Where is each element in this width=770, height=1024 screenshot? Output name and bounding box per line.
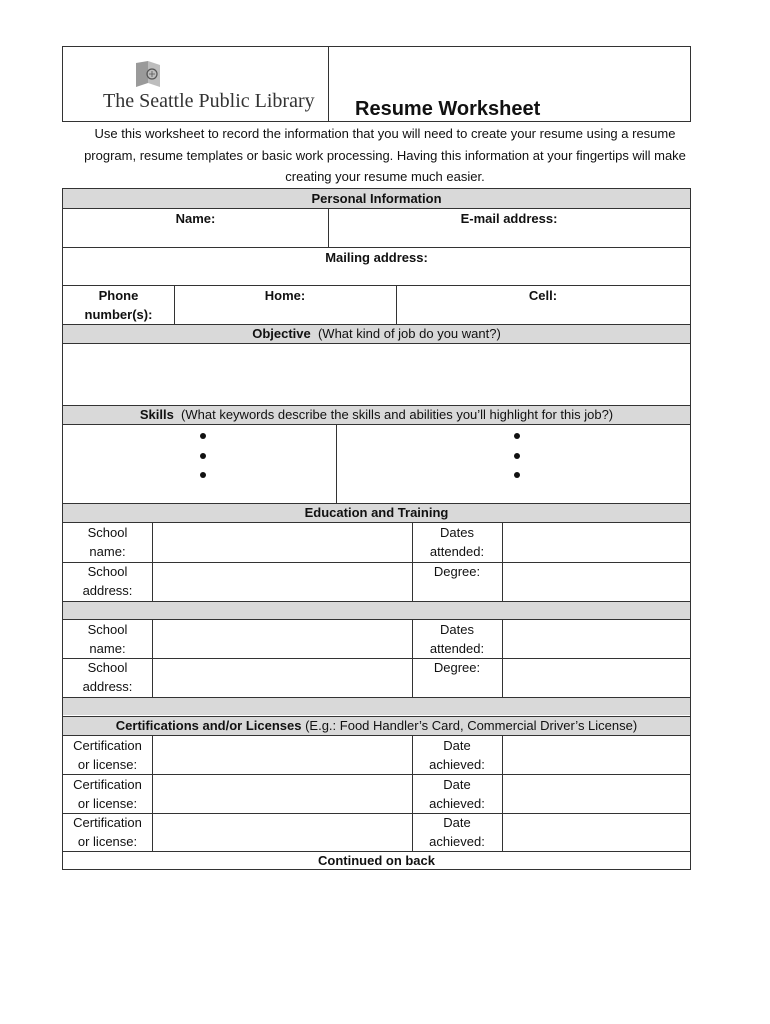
skill-bullet-icon bbox=[200, 433, 206, 439]
education-heading: Education and Training bbox=[304, 505, 449, 520]
col-line bbox=[502, 522, 503, 601]
school-address-label-1b: address: bbox=[82, 583, 133, 598]
degree-label-1: Degree: bbox=[433, 564, 481, 579]
dates-label-2a: Dates bbox=[440, 622, 474, 637]
cert-date-2b: achieved: bbox=[429, 796, 485, 811]
personal-heading: Personal Information bbox=[311, 191, 442, 206]
col-line bbox=[336, 424, 337, 503]
cert-date-3b: achieved: bbox=[429, 834, 485, 849]
cert-label-3b: or license: bbox=[77, 834, 138, 849]
education-spacer-band-2 bbox=[63, 697, 690, 715]
objective-heading-bold: Objective bbox=[252, 326, 311, 341]
certifications-heading bbox=[63, 716, 690, 735]
education-spacer-band bbox=[63, 601, 690, 619]
cell-phone-label: Cell: bbox=[528, 288, 558, 303]
email-label: E-mail address: bbox=[460, 211, 558, 226]
dates-label-1a: Dates bbox=[440, 525, 474, 540]
school-name-label-2b: name: bbox=[89, 641, 126, 656]
skill-bullet-icon bbox=[514, 453, 520, 459]
home-phone-label: Home: bbox=[264, 288, 306, 303]
school-name-label-1a: School bbox=[87, 525, 128, 540]
header-divider bbox=[328, 47, 329, 121]
school-address-label-2a: School bbox=[87, 660, 128, 675]
school-address-label-1a: School bbox=[87, 564, 128, 579]
intro-line-2: program, resume templates or basic work processing. Having this information at your fingertips will make bbox=[84, 147, 686, 163]
library-name: The Seattle Public Library bbox=[103, 90, 315, 112]
row-line bbox=[63, 562, 690, 563]
cert-label-3a: Certification bbox=[73, 815, 142, 830]
objective-heading bbox=[63, 324, 690, 343]
row-line bbox=[63, 658, 690, 659]
certifications-heading-bold: Certifications and/or Licenses bbox=[115, 718, 302, 733]
row-line bbox=[63, 774, 690, 775]
row-line bbox=[63, 813, 690, 814]
skill-bullet-icon bbox=[200, 453, 206, 459]
resume-form bbox=[62, 188, 691, 870]
degree-label-2: Degree: bbox=[433, 660, 481, 675]
cert-label-2a: Certification bbox=[73, 777, 142, 792]
cert-label-1b: or license: bbox=[77, 757, 138, 772]
skill-bullet-icon bbox=[514, 472, 520, 478]
skills-heading-note: (What keywords describe the skills and abilities you’ll highlight for this job?) bbox=[181, 407, 614, 422]
cert-date-1b: achieved: bbox=[429, 757, 485, 772]
library-logo-icon bbox=[130, 61, 162, 89]
page-title: Resume Worksheet bbox=[355, 98, 541, 120]
row-line bbox=[63, 735, 690, 736]
cert-date-1a: Date bbox=[443, 738, 471, 753]
cert-date-3a: Date bbox=[443, 815, 471, 830]
mailing-address-label: Mailing address: bbox=[325, 250, 428, 265]
cert-label-1a: Certification bbox=[73, 738, 142, 753]
row-line bbox=[63, 601, 690, 602]
dates-label-1b: attended: bbox=[429, 544, 485, 559]
col-line bbox=[152, 735, 153, 851]
school-name-label-1b: name: bbox=[89, 544, 126, 559]
row-line bbox=[63, 697, 690, 698]
col-line bbox=[152, 522, 153, 601]
library-logo bbox=[103, 59, 323, 115]
objective-heading-note: (What kind of job do you want?) bbox=[317, 326, 501, 341]
continued-note: Continued on back bbox=[318, 853, 435, 868]
school-name-label-2a: School bbox=[87, 622, 128, 637]
col-line bbox=[152, 619, 153, 697]
intro-text bbox=[50, 123, 720, 188]
intro-line-1: Use this worksheet to record the information that you will need to create your resume using a resume bbox=[94, 126, 676, 141]
dates-label-2b: attended: bbox=[429, 641, 485, 656]
skill-bullet-icon bbox=[200, 472, 206, 478]
cert-date-2a: Date bbox=[443, 777, 471, 792]
phone-label-line-2: number(s): bbox=[84, 307, 153, 322]
skills-heading-bold: Skills bbox=[139, 407, 174, 422]
row-line bbox=[63, 343, 690, 344]
intro-line-3: creating your resume much easier. bbox=[285, 169, 485, 184]
school-address-label-2b: address: bbox=[82, 679, 133, 694]
col-line bbox=[502, 735, 503, 851]
row-line bbox=[63, 424, 690, 425]
skill-bullet-icon bbox=[514, 433, 520, 439]
skills-heading bbox=[63, 405, 690, 424]
certifications-heading-note: (E.g.: Food Handler’s Card, Commercial Driver’s License) bbox=[305, 718, 638, 733]
name-label: Name: bbox=[175, 211, 216, 226]
row-line bbox=[63, 522, 690, 523]
cert-label-2b: or license: bbox=[77, 796, 138, 811]
col-line bbox=[502, 619, 503, 697]
phone-label-line-1: Phone bbox=[98, 288, 139, 303]
row-line bbox=[63, 619, 690, 620]
